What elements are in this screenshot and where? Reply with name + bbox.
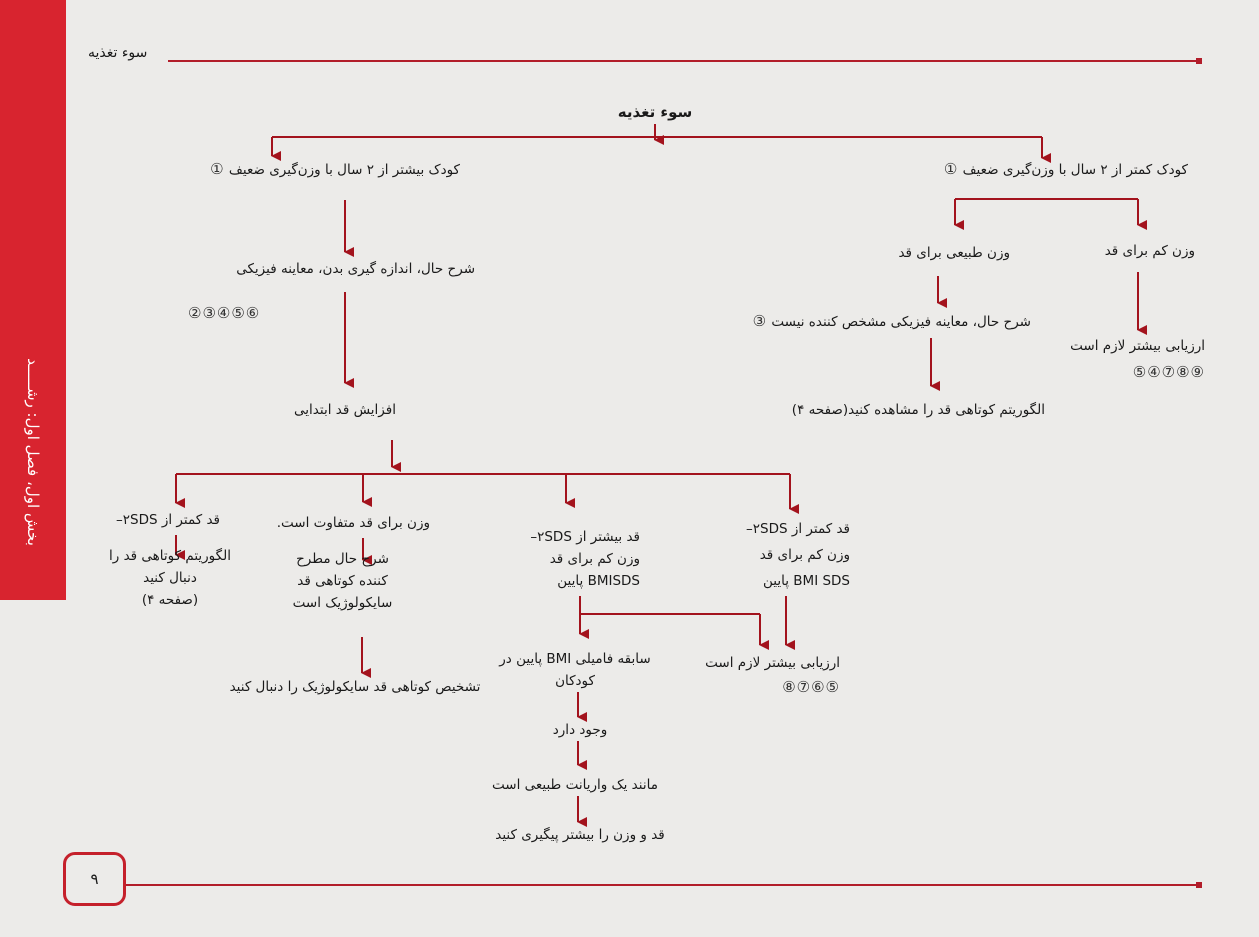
root-node: سوء تغذیه xyxy=(617,103,693,121)
branch4-line2: الگوریتم کوتاهی قد را xyxy=(109,548,231,564)
branch4-node xyxy=(100,509,240,611)
page-header-title: سوء تغذیه xyxy=(88,45,148,61)
branch3-node xyxy=(255,512,430,614)
further-eval-node-2 xyxy=(695,652,840,699)
further-eval-label-1: ارزیابی بیشتر لازم است xyxy=(1070,338,1205,354)
exists-node: وجود دارد xyxy=(552,722,608,738)
branch4-line1: قد کمتر از ۲SDS– xyxy=(116,512,220,528)
further-eval-node-1 xyxy=(1065,335,1205,384)
over2-markers: ②③④⑤⑥ xyxy=(188,304,261,322)
initial-height-gain-node: افزایش قد ابتدایی xyxy=(294,402,396,418)
branch2-line1: قد بیشتر از ۲SDS– xyxy=(530,529,640,545)
further-eval-markers-2: ⑧⑦⑥⑤ xyxy=(782,678,840,696)
family-history-line2: کودکان xyxy=(555,673,595,689)
footer-rule-end xyxy=(1196,882,1202,888)
branch2-line3: BMISDS پایین xyxy=(557,573,640,589)
follow-up-node: قد و وزن را بیشتر پیگیری کنید xyxy=(495,827,665,843)
psych-short-stature-node: تشخیص کوتاهی قد سایکولوژیک را دنبال کنید xyxy=(229,679,481,695)
branch1-line3: BMI SDS پایین xyxy=(763,573,850,589)
history-exam-unclear-marker: ③ xyxy=(752,312,768,330)
further-eval-label-2: ارزیابی بیشتر لازم است xyxy=(705,655,840,671)
family-history-node xyxy=(475,648,675,692)
history-anthro-exam-node: شرح حال، اندازه گیری بدن، معاینه فیزیکی xyxy=(236,261,475,277)
branch3-line3: کننده کوتاهی قد xyxy=(297,573,388,589)
further-eval-markers-1: ⑤④⑦⑧⑨ xyxy=(1132,363,1205,381)
under2-label: کودک کمتر از ۲ سال با وزن‌گیری ضعیف xyxy=(962,162,1188,178)
branch3-line2: شرح حال مطرح xyxy=(296,551,389,567)
branch1-line2: وزن کم برای قد xyxy=(759,547,850,563)
page-number: ۹ xyxy=(63,852,126,906)
branch1-node xyxy=(690,516,850,594)
branch3-line1: وزن برای قد متفاوت است. xyxy=(276,515,430,531)
under2-node xyxy=(938,158,1188,181)
family-history-line1: سابقه فامیلی BMI پایین در xyxy=(499,651,651,667)
sidebar-chapter-label: بخش اول، فصل اول: رشـــــد xyxy=(24,358,42,546)
history-exam-unclear-node xyxy=(745,310,1031,333)
branch4-line4: (صفحه ۴) xyxy=(141,592,199,608)
branch3-line4: سایکولوژیک است xyxy=(292,595,393,611)
branch2-line2: وزن کم برای قد xyxy=(549,551,640,567)
footer-rule xyxy=(120,884,1200,886)
branch2-node xyxy=(500,526,640,592)
under2-marker: ① xyxy=(943,160,959,178)
branch4-line3: دنبال کنید xyxy=(143,570,197,586)
short-stature-algorithm-node: الگوریتم کوتاهی قد را مشاهده کنید(صفحه ۴) xyxy=(791,402,1045,418)
normal-variant-node: مانند یک واریانت طبیعی است xyxy=(492,777,658,793)
normal-weight-for-height-node: وزن طبیعی برای قد xyxy=(898,245,1010,261)
over2-node xyxy=(200,158,460,181)
history-exam-unclear-label: شرح حال، معاینه فیزیکی مشخص کننده نیست xyxy=(771,314,1031,330)
over2-label: کودک بیشتر از ۲ سال با وزن‌گیری ضعیف xyxy=(228,162,460,178)
over2-marker: ① xyxy=(210,160,225,178)
low-weight-for-height-node: وزن کم برای قد xyxy=(1104,243,1195,259)
branch1-line1: قد کمتر از ۲SDS– xyxy=(746,521,850,537)
